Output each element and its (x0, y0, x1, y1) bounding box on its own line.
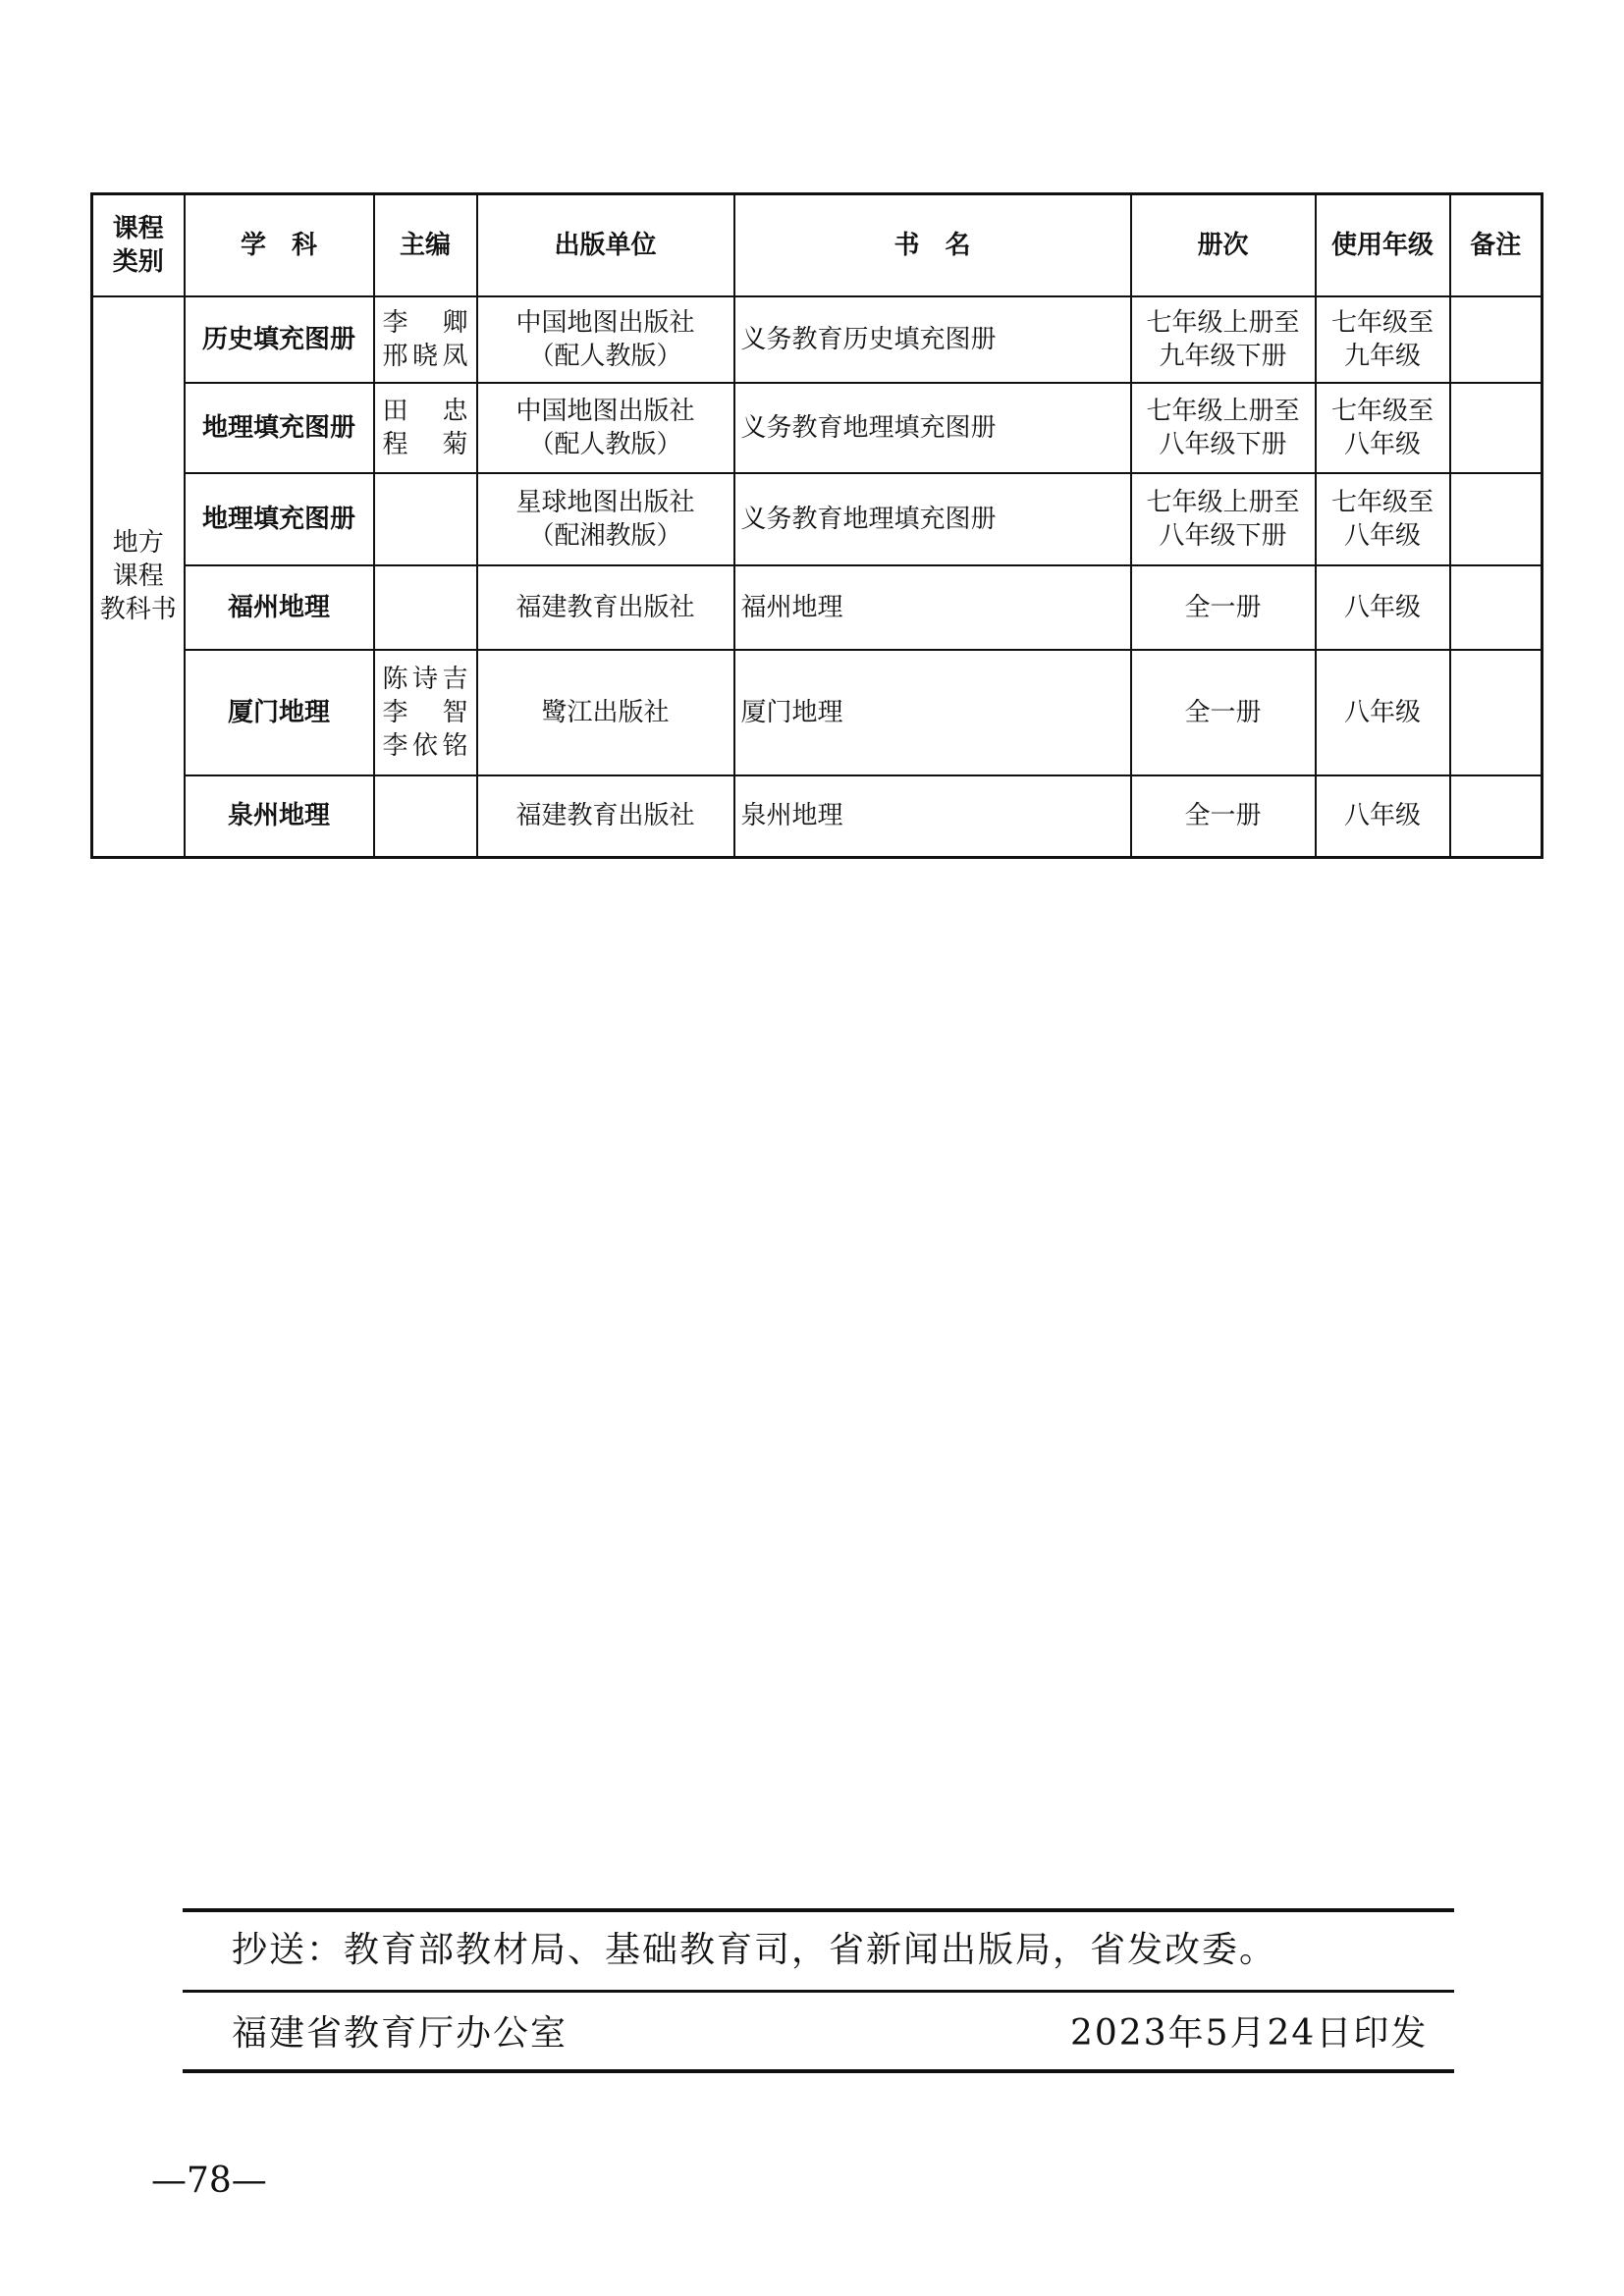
publisher-cell (477, 473, 734, 565)
header-subject (185, 194, 374, 296)
volume-line: 八年级下册 (1159, 520, 1287, 551)
grade-line: 八年级 (1343, 429, 1421, 459)
volume-cell (1131, 650, 1316, 775)
publisher-cell (477, 650, 734, 775)
publisher-line: 福建教育出版社 (515, 592, 695, 622)
editor-cell (374, 473, 477, 565)
footer-middle-rule (183, 1990, 1454, 1993)
editor-cell (374, 383, 477, 473)
volume-line: 全一册 (1184, 697, 1262, 727)
subject-cell: 厦门地理 (185, 650, 374, 775)
header-editor: 主编 (374, 194, 477, 296)
issuing-office: 福建省教育厅办公室 (232, 2013, 568, 2054)
table-row (92, 650, 1543, 775)
subject-cell: 历史填充图册 (185, 296, 374, 383)
publisher-line: （配人教版） (528, 429, 682, 459)
header-category-line: 课程 (112, 213, 164, 243)
category-line: 课程 (112, 561, 164, 592)
publisher-line: 中国地图出版社 (515, 307, 695, 338)
editor-name: 李 卿 (382, 307, 468, 338)
volume-cell (1131, 775, 1316, 858)
header-volume: 册次 (1131, 194, 1316, 296)
header-book-title (734, 194, 1131, 296)
remarks-cell (1450, 383, 1543, 473)
book-title-cell: 义务教育地理填充图册 (734, 473, 1131, 565)
print-date: 2023年5月24日印发 (1070, 2013, 1429, 2054)
subject-cell: 泉州地理 (185, 775, 374, 858)
editor-name: 程 菊 (382, 429, 468, 459)
grade-line: 八年级 (1343, 697, 1421, 727)
volume-line: 全一册 (1184, 592, 1262, 622)
subject-cell: 福州地理 (185, 565, 374, 650)
editor-name: 李依铭 (382, 730, 468, 761)
book-title-cell: 义务教育历史填充图册 (734, 296, 1131, 383)
editor-cell (374, 650, 477, 775)
grade-line: 七年级至 (1330, 307, 1434, 338)
publisher-line: 福建教育出版社 (515, 801, 695, 831)
remarks-cell (1450, 650, 1543, 775)
header-category-line: 类别 (112, 246, 164, 277)
volume-cell (1131, 473, 1316, 565)
volume-cell (1131, 565, 1316, 650)
grade-line: 八年级 (1343, 520, 1421, 551)
book-title-cell: 福州地理 (734, 565, 1131, 650)
footer-bottom-rule (183, 2069, 1454, 2073)
publisher-cell (477, 296, 734, 383)
editor-cell (374, 775, 477, 858)
publisher-cell (477, 383, 734, 473)
book-title-cell: 义务教育地理填充图册 (734, 383, 1131, 473)
table-row (92, 775, 1543, 858)
editor-cell (374, 565, 477, 650)
grade-line: 七年级至 (1330, 396, 1434, 426)
category-cell (92, 296, 185, 858)
header-subject-label: 学 科 (240, 230, 317, 260)
volume-line: 七年级上册至 (1146, 396, 1300, 426)
remarks-cell (1450, 296, 1543, 383)
subject-cell: 地理填充图册 (185, 383, 374, 473)
remarks-cell (1450, 775, 1543, 858)
remarks-cell (1450, 565, 1543, 650)
header-remarks: 备注 (1450, 194, 1543, 296)
grade-cell (1316, 650, 1450, 775)
category-line: 地方 (112, 528, 164, 559)
header-category (92, 194, 185, 296)
editor-cell (374, 296, 477, 383)
book-title-cell: 厦门地理 (734, 650, 1131, 775)
grade-line: 八年级 (1343, 801, 1421, 831)
volume-line: 八年级下册 (1159, 429, 1287, 459)
editor-name: 邢晓凤 (382, 341, 468, 371)
editor-name: 陈诗吉 (382, 664, 468, 694)
cc-recipients: 抄送：教育部教材局、基础教育司，省新闻出版局，省发改委。 (232, 1930, 1277, 1970)
grade-line: 九年级 (1343, 341, 1421, 371)
grade-cell (1316, 775, 1450, 858)
footer-top-rule (183, 1908, 1454, 1912)
publisher-line: （配湘教版） (528, 520, 682, 551)
header-book-title-label: 书 名 (893, 230, 971, 260)
volume-line: 七年级上册至 (1146, 487, 1300, 517)
header-publisher: 出版单位 (477, 194, 734, 296)
table-row (92, 565, 1543, 650)
subject-cell: 地理填充图册 (185, 473, 374, 565)
publisher-line: 鹭江出版社 (541, 697, 670, 727)
grade-cell (1316, 296, 1450, 383)
publisher-line: （配人教版） (528, 341, 682, 371)
grade-cell (1316, 383, 1450, 473)
table-row (92, 383, 1543, 473)
category-line: 教科书 (99, 595, 177, 625)
editor-name: 田 忠 (382, 396, 468, 426)
book-title-cell: 泉州地理 (734, 775, 1131, 858)
grade-cell (1316, 565, 1450, 650)
volume-line: 九年级下册 (1159, 341, 1287, 371)
header-grade: 使用年级 (1316, 194, 1450, 296)
volume-line: 七年级上册至 (1146, 307, 1300, 338)
page-number: —78— (151, 2161, 267, 2201)
table-row (92, 473, 1543, 565)
publisher-line: 星球地图出版社 (515, 487, 695, 517)
table-row (92, 296, 1543, 383)
grade-line: 七年级至 (1330, 487, 1434, 517)
table-header-row (92, 194, 1543, 296)
grade-cell (1316, 473, 1450, 565)
grade-line: 八年级 (1343, 592, 1421, 622)
volume-cell (1131, 296, 1316, 383)
publisher-line: 中国地图出版社 (515, 396, 695, 426)
remarks-cell (1450, 473, 1543, 565)
textbook-table (90, 192, 1543, 859)
editor-name: 李 智 (382, 697, 468, 727)
volume-line: 全一册 (1184, 801, 1262, 831)
publisher-cell (477, 565, 734, 650)
volume-cell (1131, 383, 1316, 473)
publisher-cell (477, 775, 734, 858)
